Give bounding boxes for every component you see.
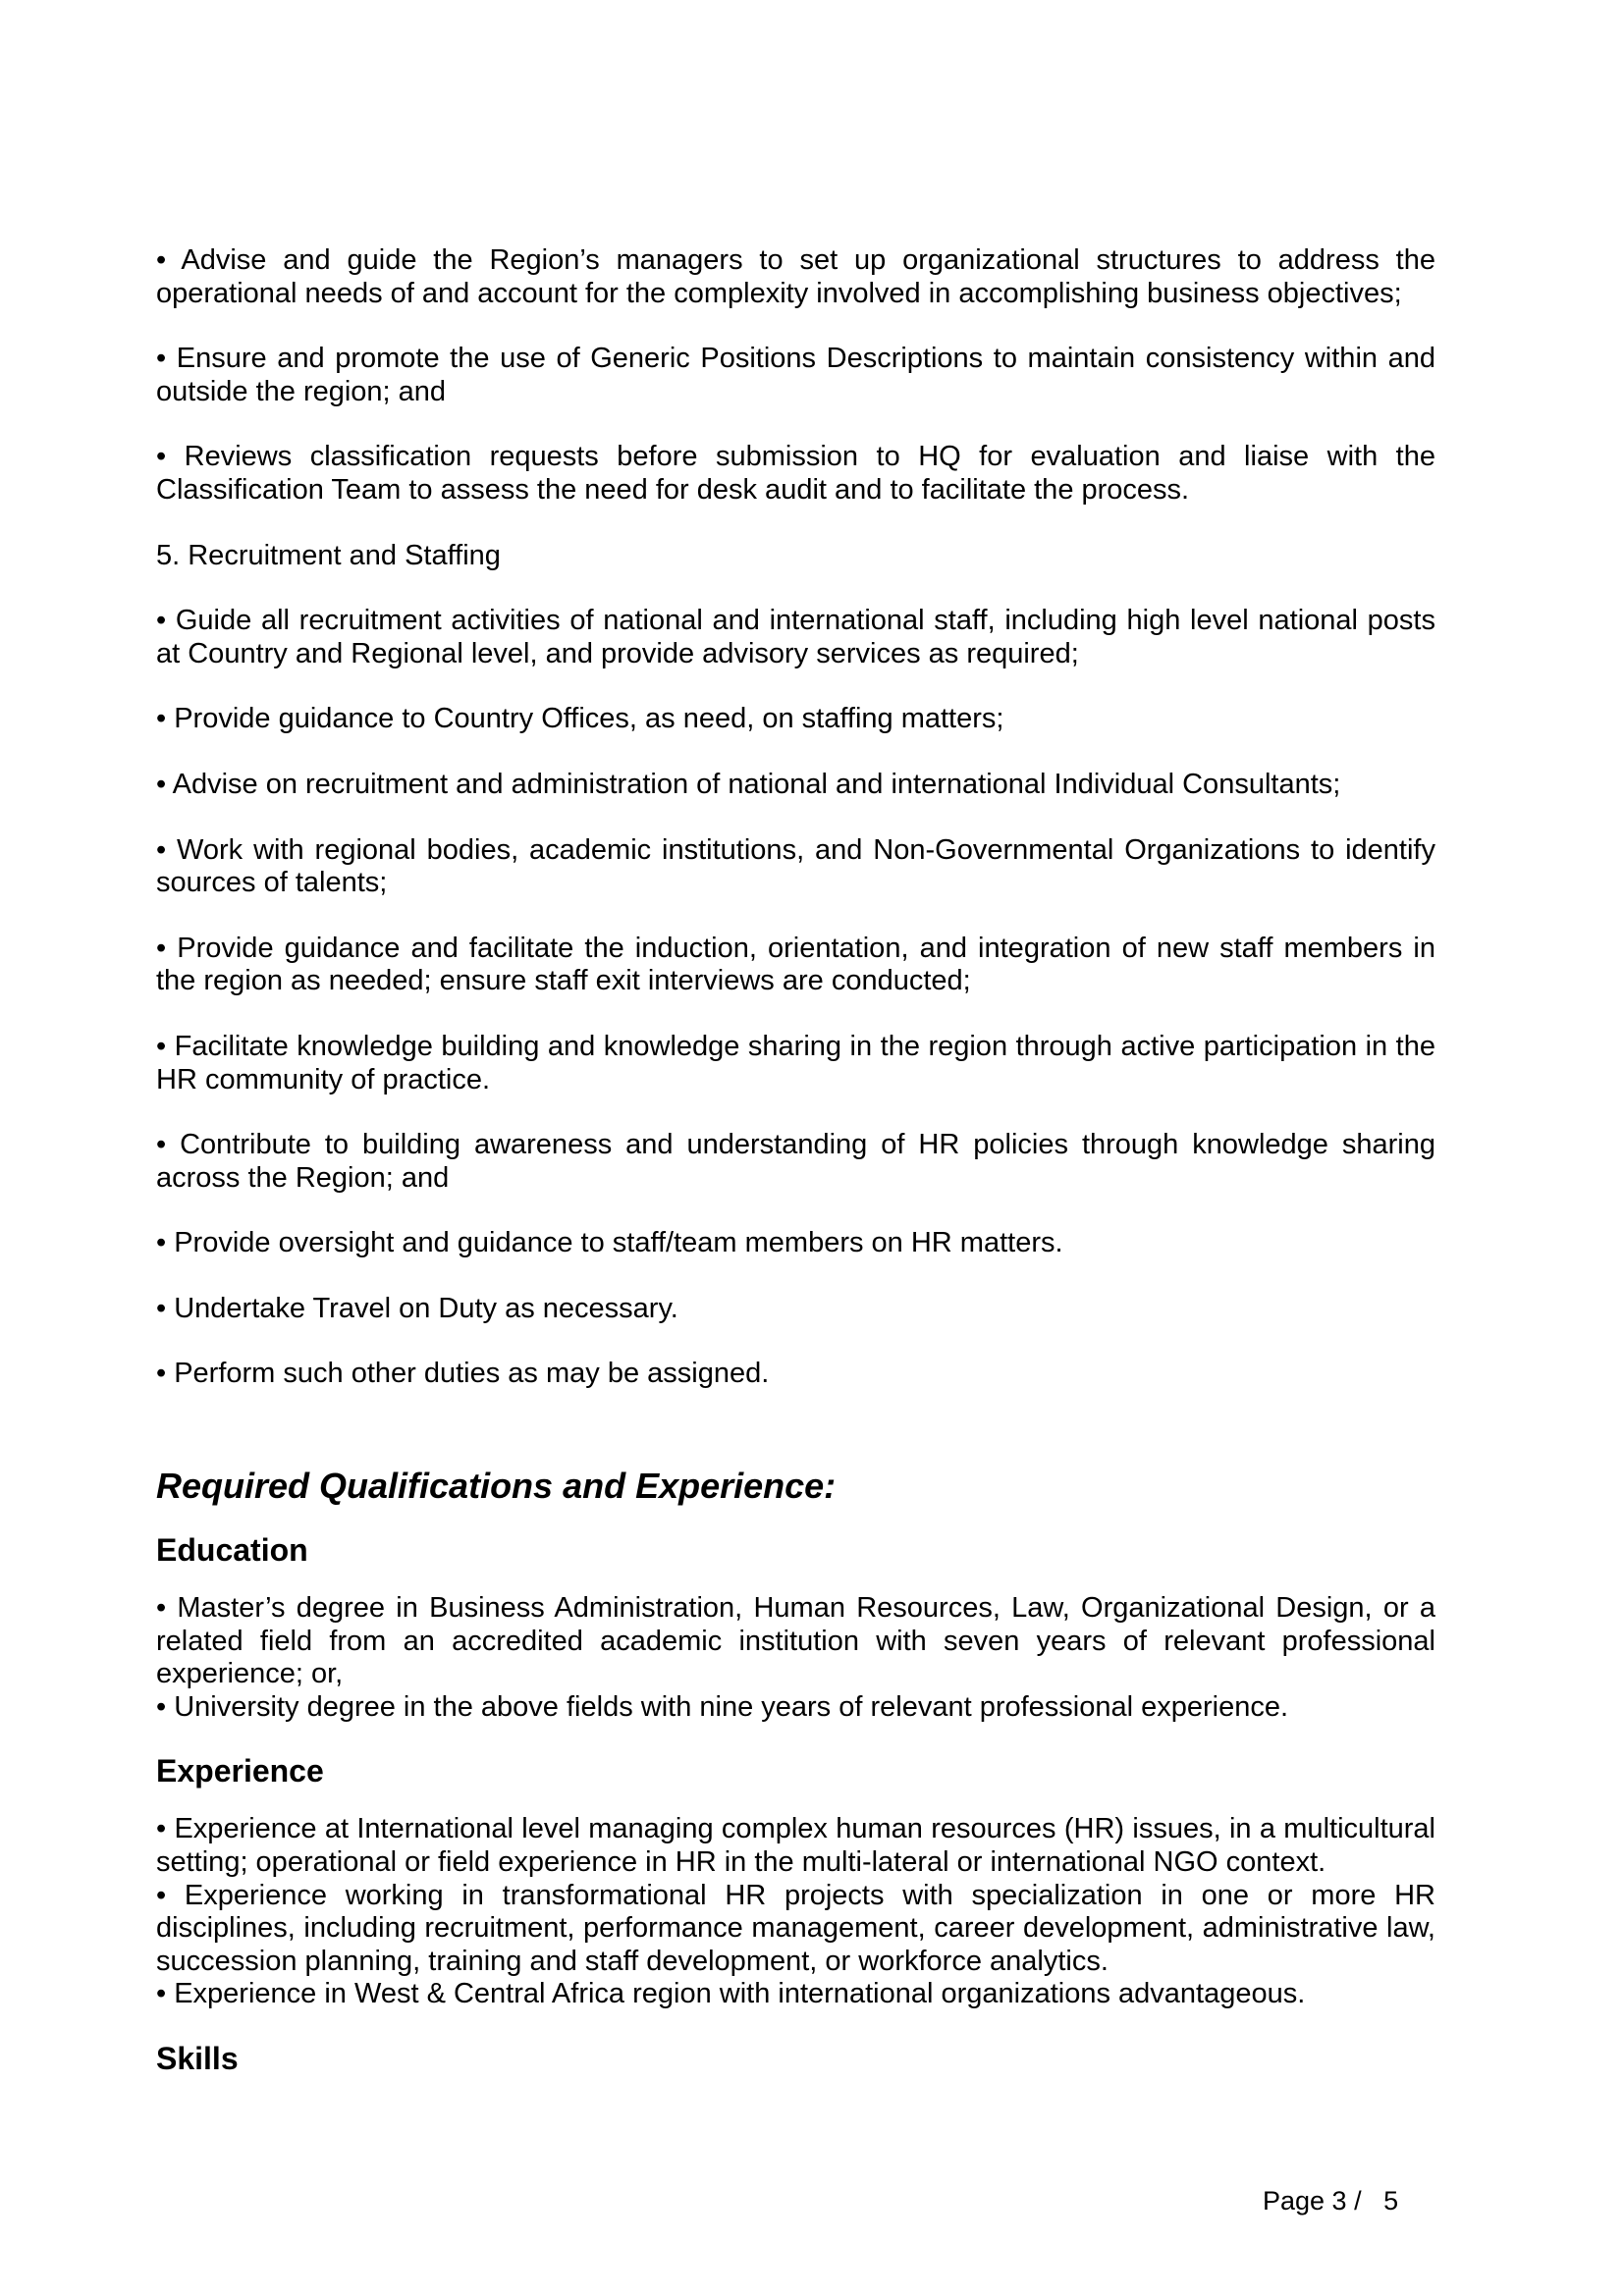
experience-item-west-central-africa: • Experience in West & Central Africa region with international organizations advantageous. bbox=[156, 1978, 1306, 2010]
recruitment-item-guide-activities: • Guide all recruitment activities of national and international staff, including high level national posts at Country and Regional level, and provide advisory services as required; bbox=[156, 605, 1435, 669]
recruitment-item-regional-bodies: • Work with regional bodies, academic institutions, and Non-Governmental Organizations to identify sources of talents; bbox=[156, 833, 1435, 899]
duty-item-generic-descriptions: • Ensure and promote the use of Generic Positions Descriptions to maintain consistency within and outside the region; and bbox=[156, 343, 1435, 407]
recruitment-item-other-duties: • Perform such other duties as may be assigned. bbox=[156, 1358, 770, 1390]
document-page bbox=[156, 244, 1435, 2101]
education-heading: Education bbox=[156, 1532, 308, 1569]
education-item-masters: • Master’s degree in Business Administration, Human Resources, Law, Organizational Design, or a related field from an accredited academic institution with seven years of relevant professional experience; or, bbox=[156, 1592, 1435, 1690]
recruitment-item-country-offices: • Provide guidance to Country Offices, as need, on staffing matters; bbox=[156, 703, 1004, 735]
recruitment-item-knowledge-building: • Facilitate knowledge building and knowledge sharing in the region through active participation in the HR community of practice. bbox=[156, 1030, 1435, 1095]
education-item-university: • University degree in the above fields with nine years of relevant professional experience. bbox=[156, 1690, 1289, 1723]
recruitment-item-induction: • Provide guidance and facilitate the induction, orientation, and integration of new staff members in the region as needed; ensure staff exit interviews are conducted; bbox=[156, 932, 1435, 997]
section-title-recruitment: 5. Recruitment and Staffing bbox=[156, 539, 501, 571]
qualifications-heading: Required Qualifications and Experience: bbox=[156, 1466, 837, 1507]
recruitment-item-oversight: • Provide oversight and guidance to staff/team members on HR matters. bbox=[156, 1227, 1063, 1259]
duty-item-advise-structures: • Advise and guide the Region’s managers to set up organizational structures to address the operational needs of and account for the complexity involved in accomplishing business objectives; bbox=[156, 244, 1435, 309]
skills-heading: Skills bbox=[156, 2041, 239, 2076]
recruitment-item-hr-awareness: • Contribute to building awareness and understanding of HR policies through knowledge sharing across the Region; and bbox=[156, 1129, 1435, 1194]
duty-item-classification-requests: • Reviews classification requests before submission to HQ for evaluation and liaise with the Classification Team to assess the need for desk audit and to facilitate the process. bbox=[156, 441, 1435, 506]
recruitment-item-consultants: • Advise on recruitment and administration of national and international Individual Consultants; bbox=[156, 768, 1341, 800]
recruitment-item-travel: • Undertake Travel on Duty as necessary. bbox=[156, 1292, 678, 1324]
experience-list bbox=[156, 1813, 1435, 2011]
experience-item-international: • Experience at International level managing complex human resources (HR) issues, in a multicultural setting; operational or field experience in HR in the multi-lateral or international NGO context. bbox=[156, 1813, 1435, 1879]
experience-item-transformational: • Experience working in transformational HR projects with specialization in one or more HR disciplines, including recruitment, performance management, career development, administrative law, succession planning, training and staff development, or workforce analytics. bbox=[156, 1879, 1435, 1977]
experience-heading: Experience bbox=[156, 1753, 324, 1789]
education-list bbox=[156, 1592, 1435, 1724]
page-number: Page 3 / 5 bbox=[1263, 2186, 1399, 2216]
